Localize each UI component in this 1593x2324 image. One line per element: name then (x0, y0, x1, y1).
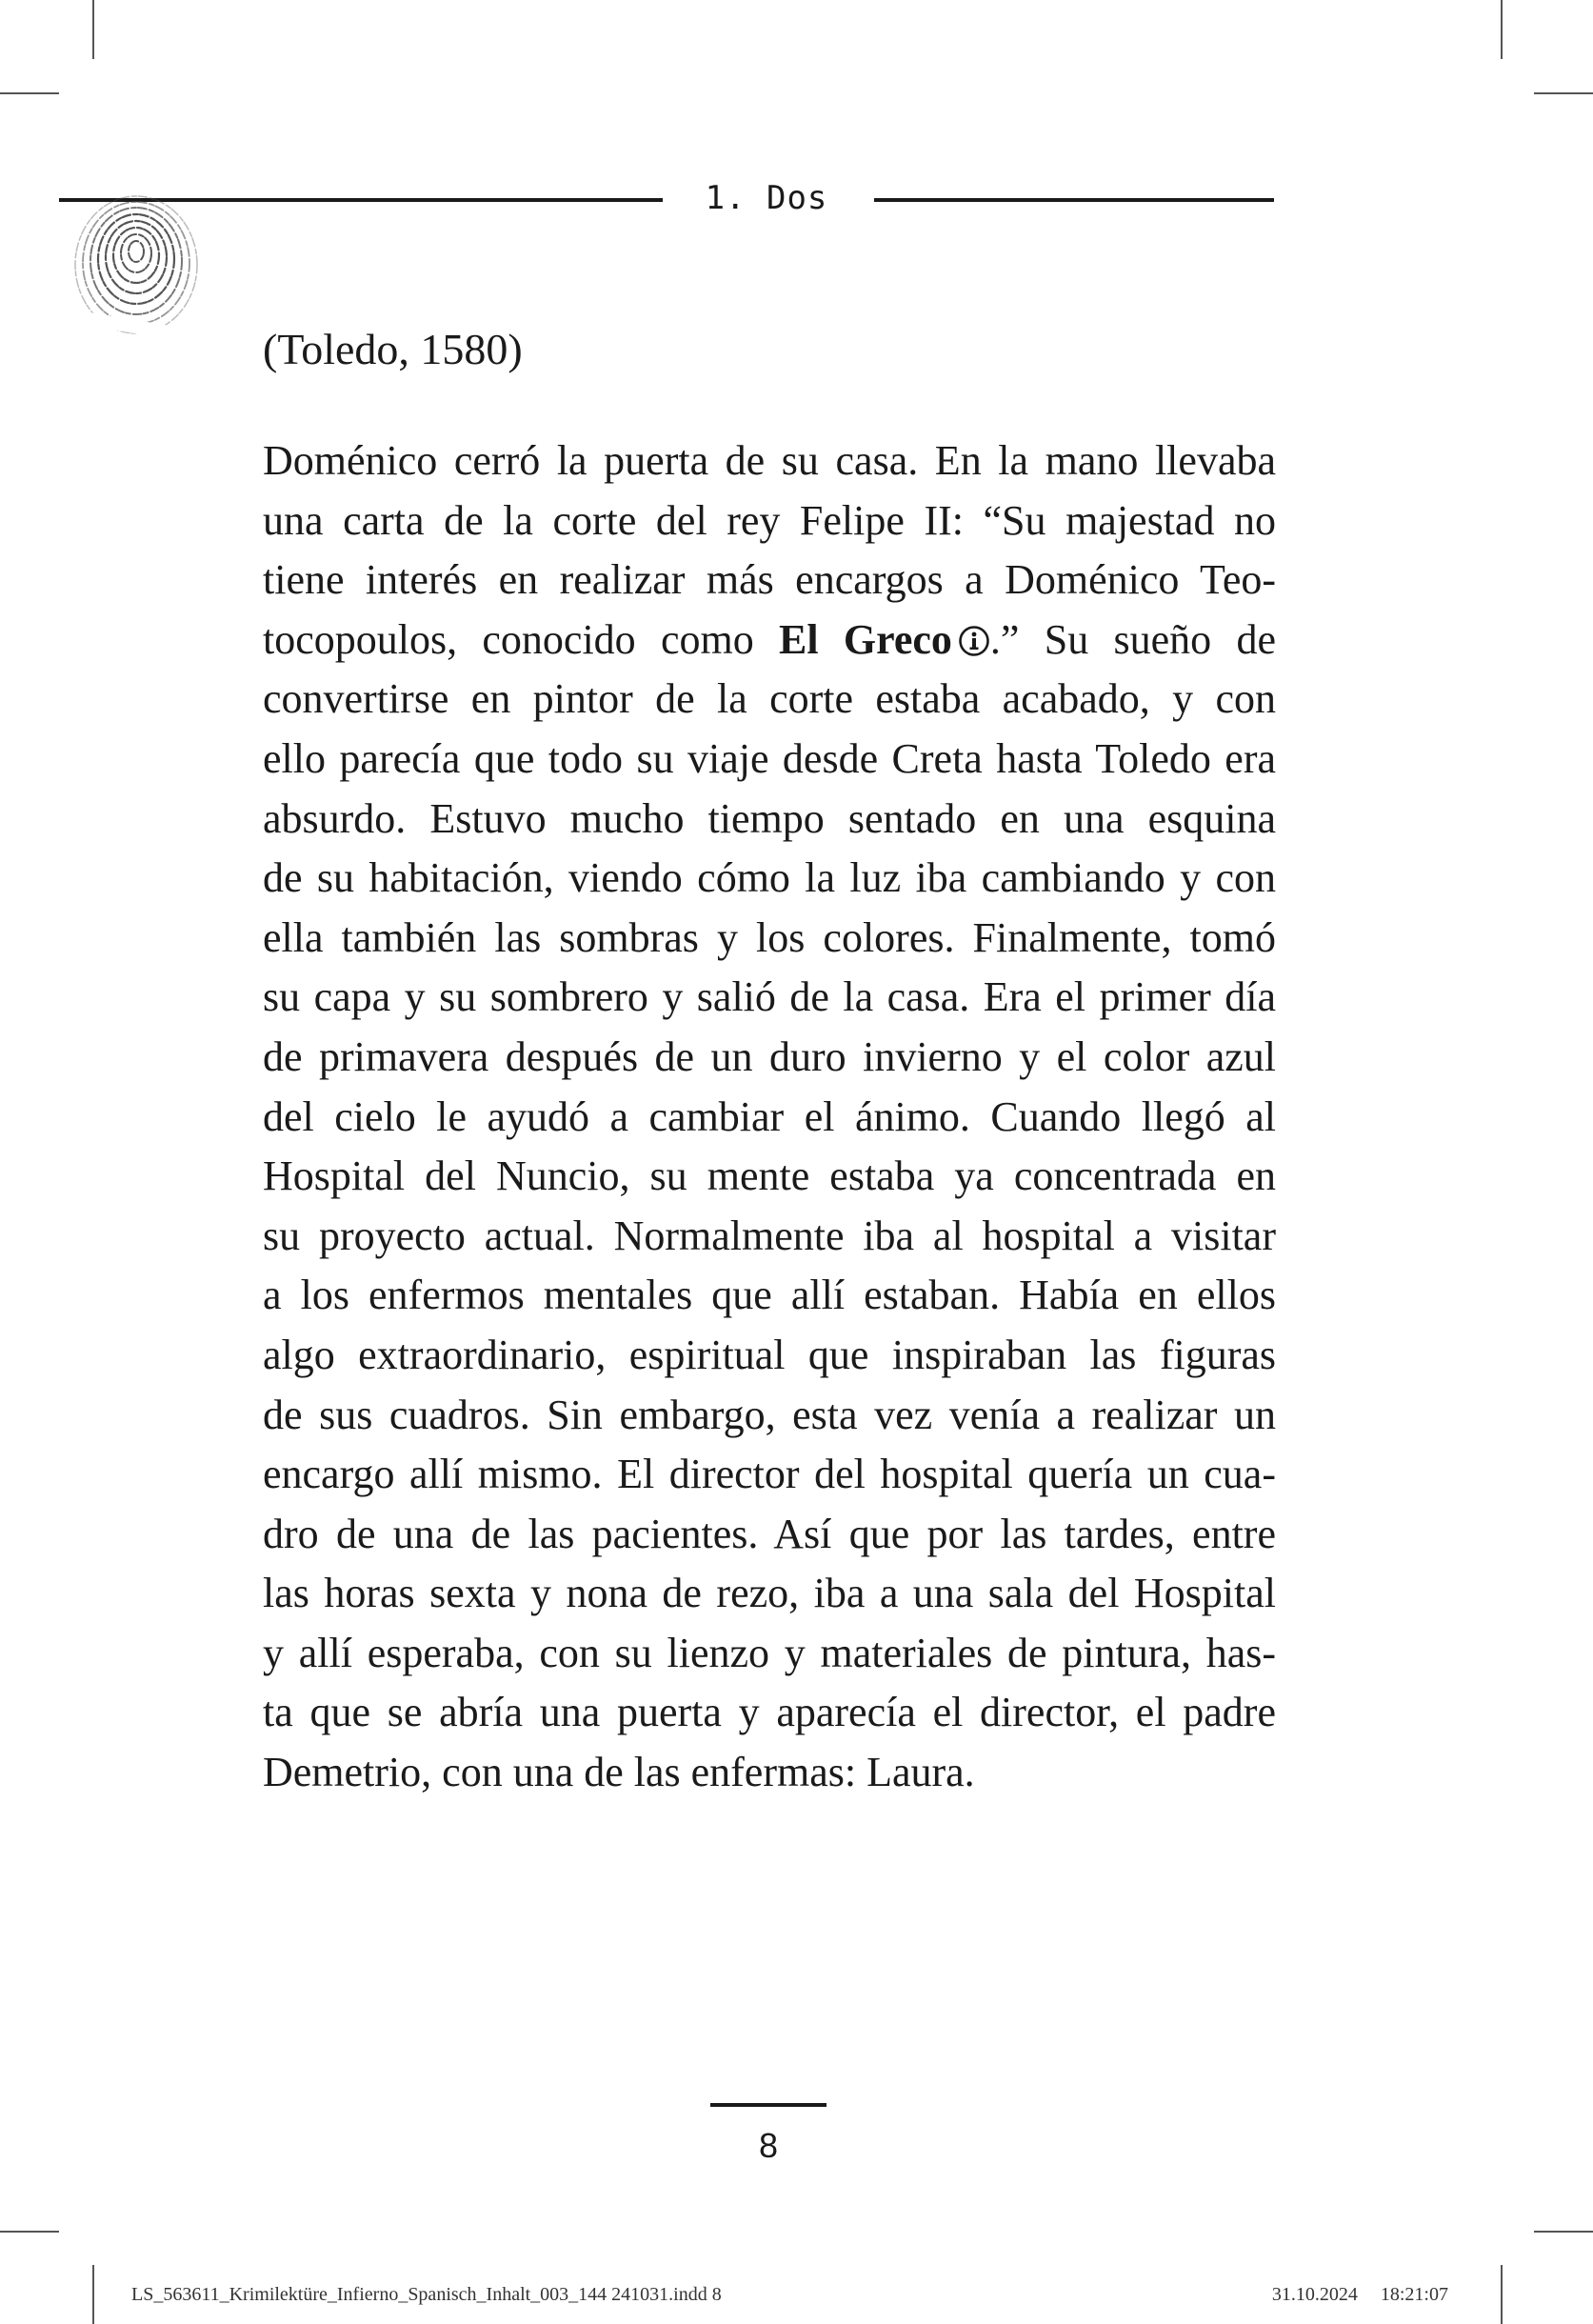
crop-mark-top-left (92, 0, 94, 59)
body-line: encargo allí mismo. El director del hospital quería un cua- (263, 1451, 1276, 1498)
body-line: su capa y su sombrero y salió de la casa. Era el primer día (263, 973, 1276, 1021)
crop-mark-left-bottom (0, 2231, 59, 2233)
page-number: 8 (758, 2126, 779, 2165)
body-line: a los enfermos mentales que allí estaban. Había en ellos (263, 1272, 1276, 1319)
body-line: Hospital del Nuncio, su mente estaba ya concentrada en (263, 1152, 1276, 1200)
body-line: y allí esperaba, con su lienzo y materiales de pintura, has- (263, 1629, 1276, 1676)
body-line: una carta de la corte del rey Felipe II: “Su majestad no (263, 496, 1276, 544)
body-line-text: tocopoulos, conocido como (263, 615, 780, 663)
body-line-with-term (263, 611, 1276, 671)
crop-mark-bottom-left (92, 2265, 94, 2324)
body-line: las horas sexta y nona de rezo, iba a una sala del Hospital (263, 1570, 1276, 1617)
body-line: Doménico cerró la puerta de su casa. En la mano llevaba (263, 437, 1276, 484)
body-line: de sus cuadros. Sin embargo, esta vez venía a realizar un (263, 1391, 1276, 1438)
slug-date: 31.10.2024 (1271, 2284, 1358, 2305)
body-line: convertirse en pintor de la corte estaba acabado, y con (263, 675, 1276, 723)
body-line: ella también las sombras y los colores. Finalmente, tomó (263, 913, 1276, 961)
slug-time: 18:21:07 (1380, 2284, 1448, 2305)
glossary-term[interactable]: El Greco (779, 615, 952, 663)
slug-filename: LS_563611_Krimilektüre_Infierno_Spanisch_Inhalt_003_144 241031.indd 8 (131, 2284, 722, 2305)
crop-mark-top-right (1501, 0, 1503, 59)
body-line: de primavera después de un duro invierno y el color azul (263, 1032, 1276, 1080)
body-line: de su habitación, viendo cómo la luz iba cambiando y con (263, 854, 1276, 902)
body-line: dro de una de las pacientes. Así que por las tardes, entre (263, 1510, 1276, 1557)
body-line: absurdo. Estuvo mucho tiempo sentado en una esquina (263, 794, 1276, 842)
body-line-last: Demetrio, con una de las enfermas: Laura. (263, 1749, 975, 1796)
crop-mark-right-top (1534, 92, 1593, 94)
body-line: su proyecto actual. Normalmente iba al hospital a visitar (263, 1212, 1276, 1259)
fingerprint-icon (65, 175, 208, 337)
body-paragraph (263, 431, 1276, 1803)
chapter-title: 1. Dos (705, 179, 828, 217)
header-rule-right (874, 198, 1274, 202)
body-line-text: .” Su sueño de (989, 615, 1276, 663)
body-line: tiene interés en realizar más encargos a Doménico Teo- (263, 556, 1276, 604)
info-icon[interactable] (958, 625, 990, 657)
place-date-heading: (Toledo, 1580) (263, 325, 523, 373)
crop-mark-bottom-right (1501, 2265, 1503, 2324)
page-number-rule (710, 2103, 826, 2107)
crop-mark-left-top (0, 92, 59, 94)
body-line: del cielo le ayudó a cambiar el ánimo. Cuando llegó al (263, 1092, 1276, 1140)
body-line: ello parecía que todo su viaje desde Creta hasta Toledo era (263, 734, 1276, 782)
crop-mark-right-bottom (1534, 2231, 1593, 2233)
body-line: algo extraordinario, espiritual que inspiraban las figuras (263, 1331, 1276, 1378)
body-line: ta que se abría una puerta y aparecía el director, el padre (263, 1689, 1276, 1736)
slug-timestamp (1272, 2284, 1448, 2306)
